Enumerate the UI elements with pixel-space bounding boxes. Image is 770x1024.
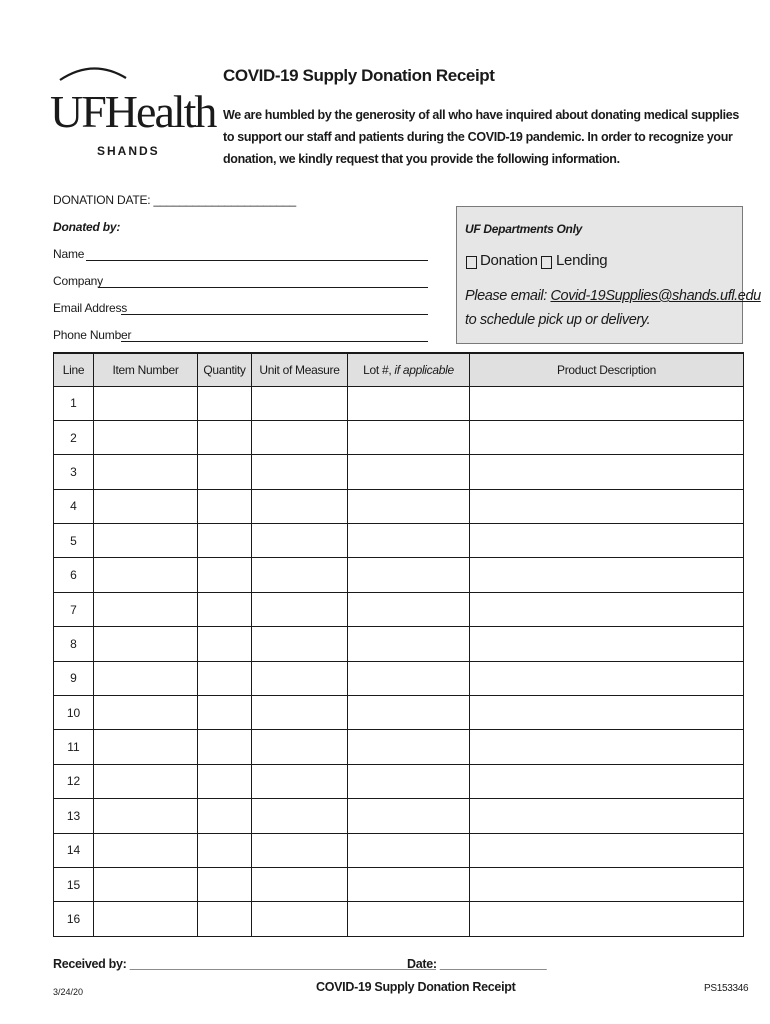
phone-field[interactable] <box>121 341 428 342</box>
email-suffix: to schedule pick up or delivery. <box>465 312 651 328</box>
unit-cell[interactable] <box>252 730 348 764</box>
line-cell: 9 <box>54 661 94 695</box>
col-lot-italic: if applicable <box>394 362 454 377</box>
col-item-number: Item Number <box>94 353 198 386</box>
table-row <box>54 592 744 626</box>
donated-by-label: Donated by: <box>53 220 121 234</box>
line-cell: 16 <box>54 902 94 936</box>
description-cell[interactable] <box>470 799 744 833</box>
line-cell: 8 <box>54 627 94 661</box>
unit-cell[interactable] <box>252 764 348 798</box>
unit-cell[interactable] <box>252 627 348 661</box>
col-description: Product Description <box>470 353 744 386</box>
table-row <box>54 524 744 558</box>
col-lot <box>348 353 470 386</box>
table-row <box>54 627 744 661</box>
email-label: Email Address <box>53 301 128 315</box>
quantity-cell[interactable] <box>198 524 252 558</box>
quantity-cell[interactable] <box>198 420 252 454</box>
description-cell[interactable] <box>470 592 744 626</box>
description-cell[interactable] <box>470 833 744 867</box>
lot-cell[interactable] <box>348 420 470 454</box>
lot-cell[interactable] <box>348 386 470 420</box>
company-label: Company <box>53 274 103 288</box>
unit-cell[interactable] <box>252 696 348 730</box>
item-number-cell[interactable] <box>94 764 198 798</box>
description-cell[interactable] <box>470 420 744 454</box>
line-cell: 6 <box>54 558 94 592</box>
uf-departments-title: UF Departments Only <box>465 222 582 236</box>
table-row <box>54 764 744 798</box>
table-row <box>54 799 744 833</box>
item-number-cell[interactable] <box>94 455 198 489</box>
email-field[interactable] <box>121 314 428 315</box>
unit-cell[interactable] <box>252 420 348 454</box>
quantity-cell[interactable] <box>198 833 252 867</box>
description-cell[interactable] <box>470 386 744 420</box>
uf-departments-instructions <box>465 284 761 332</box>
lot-cell[interactable] <box>348 696 470 730</box>
col-line: Line <box>54 353 94 386</box>
description-cell[interactable] <box>470 627 744 661</box>
quantity-cell[interactable] <box>198 386 252 420</box>
lot-cell[interactable] <box>348 730 470 764</box>
table-row <box>54 867 744 901</box>
items-table <box>53 352 744 937</box>
item-number-cell[interactable] <box>94 627 198 661</box>
donation-checkbox[interactable] <box>466 256 477 269</box>
table-row <box>54 558 744 592</box>
item-number-cell[interactable] <box>94 730 198 764</box>
item-number-cell[interactable] <box>94 696 198 730</box>
donation-date-field[interactable]: DONATION DATE: ______________________ <box>53 193 296 207</box>
line-cell: 7 <box>54 592 94 626</box>
unit-cell[interactable] <box>252 558 348 592</box>
description-cell[interactable] <box>470 489 744 523</box>
unit-cell[interactable] <box>252 867 348 901</box>
table-row <box>54 455 744 489</box>
description-cell[interactable] <box>470 867 744 901</box>
item-number-cell[interactable] <box>94 524 198 558</box>
lot-cell[interactable] <box>348 833 470 867</box>
form-date-code: 3/24/20 <box>53 987 84 997</box>
lot-cell[interactable] <box>348 902 470 936</box>
item-number-cell[interactable] <box>94 386 198 420</box>
unit-cell[interactable] <box>252 386 348 420</box>
item-number-cell[interactable] <box>94 661 198 695</box>
quantity-cell[interactable] <box>198 455 252 489</box>
item-number-cell[interactable] <box>94 833 198 867</box>
received-date-field[interactable]: Date: ________________ <box>407 957 547 971</box>
description-cell[interactable] <box>470 764 744 798</box>
logo-arc-icon <box>58 64 128 82</box>
description-cell[interactable] <box>470 902 744 936</box>
line-cell: 3 <box>54 455 94 489</box>
name-field[interactable] <box>86 260 428 261</box>
lot-cell[interactable] <box>348 799 470 833</box>
quantity-cell[interactable] <box>198 730 252 764</box>
quantity-cell[interactable] <box>198 764 252 798</box>
logo-subtitle: SHANDS <box>97 144 160 158</box>
description-cell[interactable] <box>470 661 744 695</box>
item-number-cell[interactable] <box>94 420 198 454</box>
quantity-cell[interactable] <box>198 661 252 695</box>
table-row <box>54 902 744 936</box>
line-cell: 4 <box>54 489 94 523</box>
line-cell: 5 <box>54 524 94 558</box>
line-cell: 2 <box>54 420 94 454</box>
description-cell[interactable] <box>470 524 744 558</box>
unit-cell[interactable] <box>252 592 348 626</box>
table-row <box>54 386 744 420</box>
unit-cell[interactable] <box>252 833 348 867</box>
email-link[interactable]: Covid-19Supplies@shands.ufl.edu <box>550 288 761 304</box>
item-number-cell[interactable] <box>94 489 198 523</box>
table-row <box>54 420 744 454</box>
description-cell[interactable] <box>470 455 744 489</box>
quantity-cell[interactable] <box>198 696 252 730</box>
intro-text: We are humbled by the generosity of all who have inquired about donating medical supplies to support our staff and patients during the COVID-19 pandemic. In order to recognize your donation, we kindly request that you provide the following information. <box>223 108 739 166</box>
lot-cell[interactable] <box>348 524 470 558</box>
table-row <box>54 661 744 695</box>
quantity-cell[interactable] <box>198 627 252 661</box>
table-row <box>54 833 744 867</box>
lot-cell[interactable] <box>348 592 470 626</box>
item-number-cell[interactable] <box>94 592 198 626</box>
quantity-cell[interactable] <box>198 902 252 936</box>
item-number-cell[interactable] <box>94 867 198 901</box>
description-cell[interactable] <box>470 696 744 730</box>
quantity-cell[interactable] <box>198 867 252 901</box>
col-quantity: Quantity <box>198 353 252 386</box>
line-cell: 12 <box>54 764 94 798</box>
quantity-cell[interactable] <box>198 558 252 592</box>
lot-cell[interactable] <box>348 661 470 695</box>
email-prefix: Please email: <box>465 288 551 304</box>
item-number-cell[interactable] <box>94 799 198 833</box>
table-row <box>54 696 744 730</box>
line-cell: 1 <box>54 386 94 420</box>
line-cell: 14 <box>54 833 94 867</box>
line-cell: 10 <box>54 696 94 730</box>
lot-cell[interactable] <box>348 867 470 901</box>
donation-option-label: Donation <box>480 252 538 269</box>
unit-cell[interactable] <box>252 489 348 523</box>
unit-cell[interactable] <box>252 799 348 833</box>
lot-cell[interactable] <box>348 455 470 489</box>
unit-cell[interactable] <box>252 524 348 558</box>
name-label: Name <box>53 247 85 261</box>
phone-label: Phone Number <box>53 328 132 342</box>
item-number-cell[interactable] <box>94 902 198 936</box>
quantity-cell[interactable] <box>198 489 252 523</box>
logo-wordmark: UFHealth <box>50 86 216 137</box>
line-cell: 15 <box>54 867 94 901</box>
unit-cell[interactable] <box>252 661 348 695</box>
col-lot-prefix: Lot #, <box>363 362 395 377</box>
unit-cell[interactable] <box>252 902 348 936</box>
lot-cell[interactable] <box>348 764 470 798</box>
item-number-cell[interactable] <box>94 558 198 592</box>
description-cell[interactable] <box>470 730 744 764</box>
footer-title: COVID-19 Supply Donation Receipt <box>316 980 516 994</box>
lending-option-label: Lending <box>556 252 608 269</box>
table-row <box>54 489 744 523</box>
col-unit: Unit of Measure <box>252 353 348 386</box>
items-table-body <box>54 386 744 936</box>
line-cell: 11 <box>54 730 94 764</box>
lot-cell[interactable] <box>348 627 470 661</box>
description-cell[interactable] <box>470 558 744 592</box>
quantity-cell[interactable] <box>198 799 252 833</box>
lot-cell[interactable] <box>348 558 470 592</box>
page-title: COVID-19 Supply Donation Receipt <box>223 66 495 85</box>
table-row <box>54 730 744 764</box>
company-field[interactable] <box>98 287 428 288</box>
lot-cell[interactable] <box>348 489 470 523</box>
lending-checkbox[interactable] <box>541 256 552 269</box>
line-cell: 13 <box>54 799 94 833</box>
unit-cell[interactable] <box>252 455 348 489</box>
quantity-cell[interactable] <box>198 592 252 626</box>
received-by-field[interactable]: Received by: ______________________________________________ <box>53 957 436 971</box>
form-id: PS153346 <box>704 983 749 994</box>
